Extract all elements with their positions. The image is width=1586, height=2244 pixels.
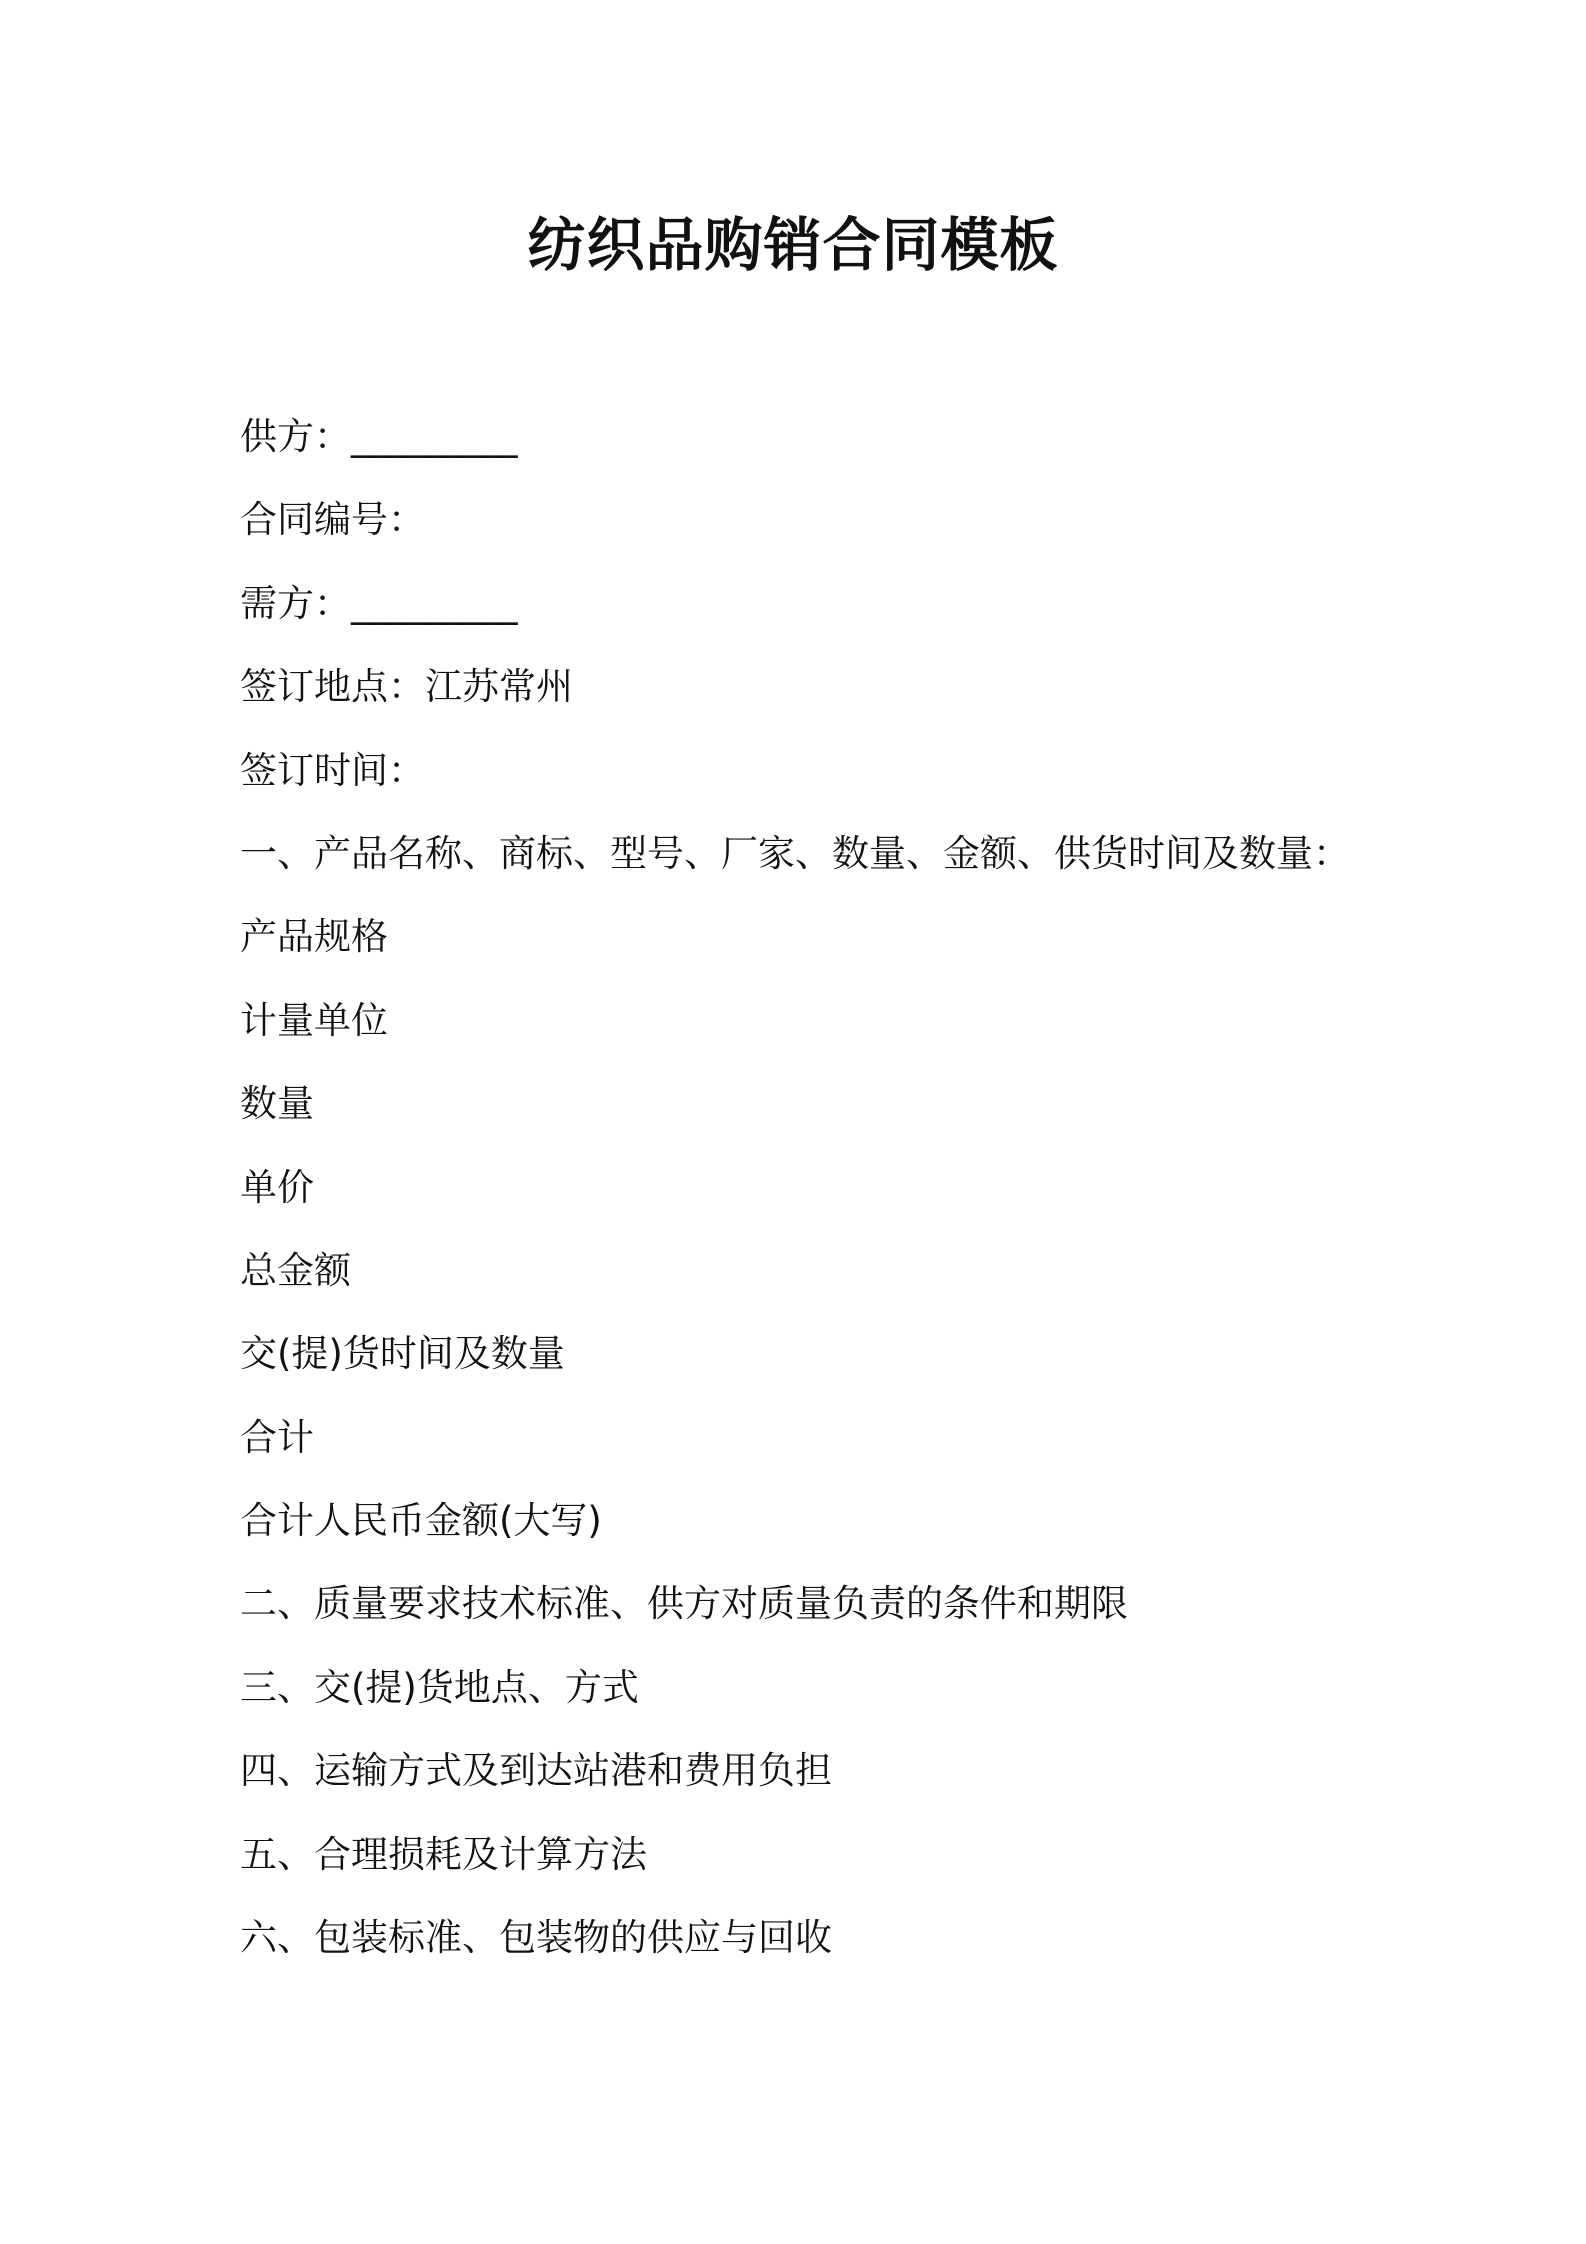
delivery-time-line: 交(提)货时间及数量 <box>240 1332 565 1376</box>
unit-line: 计量单位 <box>240 998 388 1042</box>
section-1-heading: 一、产品名称、商标、型号、厂家、数量、金额、供货时间及数量： <box>240 831 1350 875</box>
signing-place-value: 江苏常州 <box>425 665 573 709</box>
buyer-line <box>240 572 1440 655</box>
total-amount-line: 总金额 <box>240 1248 351 1292</box>
contract-number-line <box>240 488 1440 571</box>
contract-number-label: 合同编号： <box>240 498 425 542</box>
unit-price-line: 单价 <box>240 1165 314 1209</box>
document-title: 纺织品购销合同模板 <box>527 211 1059 279</box>
section-4-heading: 四、运输方式及到达站港和费用负担 <box>240 1749 832 1793</box>
section-3-heading: 三、交(提)货地点、方式 <box>240 1665 639 1709</box>
total-rmb-line: 合计人民币金额(大写) <box>240 1499 602 1543</box>
product-spec-line: 产品规格 <box>240 915 388 959</box>
subtotal-line: 合计 <box>240 1415 314 1459</box>
signing-time-line <box>240 739 1440 822</box>
document-body <box>240 405 1440 1989</box>
buyer-label: 需方： <box>240 581 351 625</box>
signing-place-line <box>240 655 1440 738</box>
section-6-heading: 六、包装标准、包装物的供应与回收 <box>240 1916 832 1960</box>
buyer-blank: _________ <box>351 581 518 625</box>
signing-place-label: 签订地点： <box>240 665 425 709</box>
quantity-line: 数量 <box>240 1082 314 1126</box>
section-2-heading: 二、质量要求技术标准、供方对质量负责的条件和期限 <box>240 1582 1128 1626</box>
supplier-label: 供方： <box>240 415 351 458</box>
supplier-line <box>240 405 1440 488</box>
section-5-heading: 五、合理损耗及计算方法 <box>240 1832 647 1876</box>
supplier-blank: _________ <box>351 415 518 458</box>
signing-time-label: 签订时间： <box>240 748 425 792</box>
